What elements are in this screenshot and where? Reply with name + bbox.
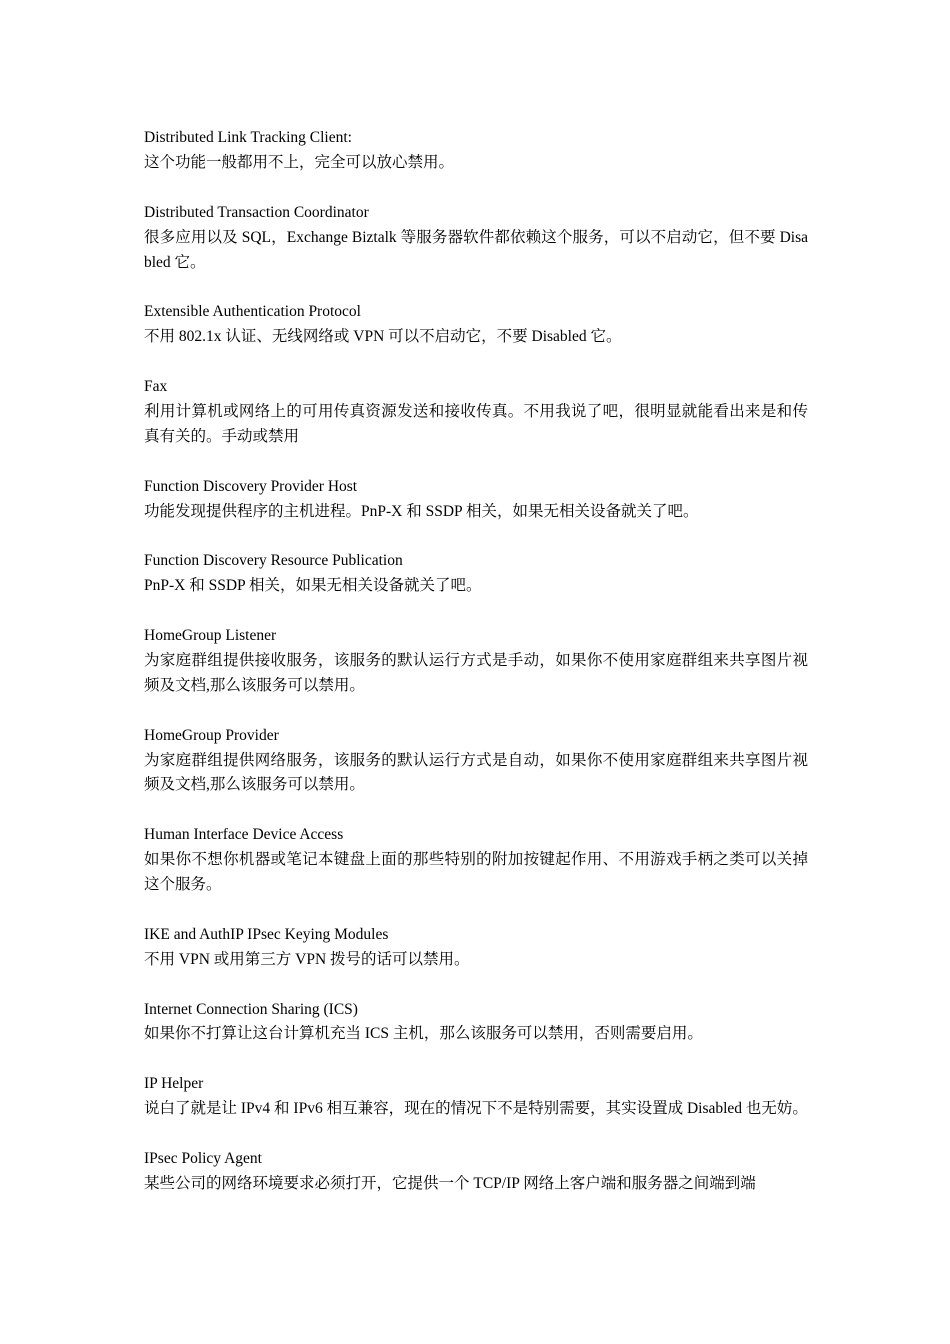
service-description: 某些公司的网络环境要求必须打开，它提供一个 TCP/IP 网络上客户端和服务器之间端到端 (144, 1174, 756, 1192)
service-entry-function-discovery-provider-host (144, 475, 808, 525)
service-entry-ip-helper (144, 1072, 808, 1122)
service-entry-fax (144, 375, 808, 450)
service-description: 不用 802.1x 认证、无线网络或 VPN 可以不启动它，不要 Disabled 它。 (144, 328, 622, 346)
service-description: 为家庭群组提供网络服务，该服务的默认运行方式是自动，如果你不使用家庭群组来共享图片视频及文档,那么该服务可以禁用。 (144, 751, 808, 794)
service-entry-human-interface-device-access (144, 823, 808, 898)
service-title: Fax (144, 378, 168, 396)
service-title: Distributed Transaction Coordinator (144, 203, 369, 221)
service-title: IPsec Policy Agent (144, 1149, 262, 1167)
service-description: 很多应用以及 SQL，Exchange Biztalk 等服务器软件都依赖这个服务，可以不启动它，但不要 Disabled 它。 (144, 228, 808, 271)
service-description: 不用 VPN 或用第三方 VPN 拨号的话可以禁用。 (144, 950, 470, 968)
service-title: Function Discovery Provider Host (144, 477, 358, 495)
service-entry-extensible-authentication-protocol (144, 300, 808, 350)
service-title: IP Helper (144, 1075, 204, 1093)
service-title: IKE and AuthIP IPsec Keying Modules (144, 925, 389, 943)
service-description: 这个功能一般都用不上，完全可以放心禁用。 (144, 153, 455, 171)
service-entry-homegroup-provider (144, 724, 808, 799)
service-title: Internet Connection Sharing (ICS) (144, 1000, 358, 1018)
service-entry-ipsec-policy-agent (144, 1147, 808, 1197)
service-entry-ike-authip-ipsec-keying-modules (144, 923, 808, 973)
service-entry-internet-connection-sharing (144, 998, 808, 1048)
service-title: Distributed Link Tracking Client: (144, 129, 352, 146)
service-title: HomeGroup Provider (144, 726, 279, 744)
document-page (144, 126, 808, 1222)
service-description: 功能发现提供程序的主机进程。PnP-X 和 SSDP 相关，如果无相关设备就关了吧。 (144, 502, 699, 520)
service-description: 说白了就是让 IPv4 和 IPv6 相互兼容，现在的情况下不是特别需要，其实设置成 Disabled 也无妨。 (144, 1100, 808, 1118)
service-entry-distributed-transaction-coordinator (144, 201, 808, 276)
service-title: Function Discovery Resource Publication (144, 552, 403, 570)
service-title: Human Interface Device Access (144, 826, 344, 844)
service-entry-distributed-link-tracking-client (144, 126, 808, 176)
service-entry-function-discovery-resource-publication (144, 549, 808, 599)
service-title: Extensible Authentication Protocol (144, 303, 361, 321)
service-description: PnP-X 和 SSDP 相关，如果无相关设备就关了吧。 (144, 577, 482, 595)
service-description: 利用计算机或网络上的可用传真资源发送和接收传真。不用我说了吧，很明显就能看出来是和传真有关的。手动或禁用 (144, 402, 808, 445)
service-description: 如果你不想你机器或笔记本键盘上面的那些特别的附加按键起作用、不用游戏手柄之类可以关掉这个服务。 (144, 851, 808, 894)
service-description: 如果你不打算让这台计算机充当 ICS 主机，那么该服务可以禁用，否则需要启用。 (144, 1025, 703, 1043)
service-entry-homegroup-listener (144, 624, 808, 699)
service-title: HomeGroup Listener (144, 627, 277, 645)
service-description: 为家庭群组提供接收服务，该服务的默认运行方式是手动，如果你不使用家庭群组来共享图片视频及文档,那么该服务可以禁用。 (144, 651, 808, 694)
